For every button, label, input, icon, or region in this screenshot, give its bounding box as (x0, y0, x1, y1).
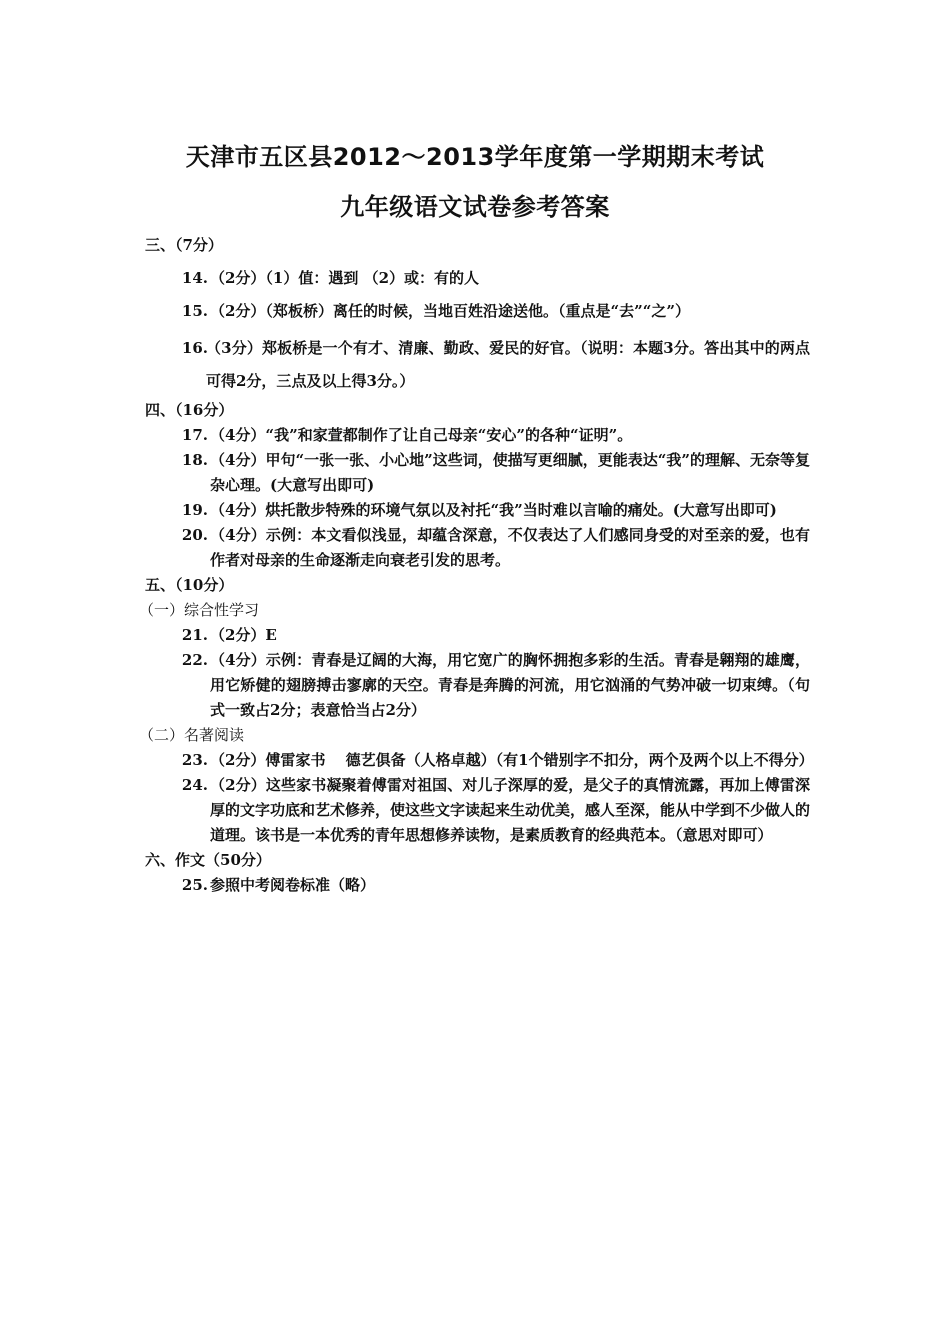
page-title: 天津市五区县2012～2013学年度第一学期期末考试 (185, 143, 765, 171)
answer-item-18 (145, 448, 810, 498)
answer-item-23 (145, 748, 814, 773)
question-number: 20. (181, 526, 208, 544)
question-number: 16. (181, 339, 208, 357)
answer-text: （4分）烘托散步特殊的环境气氛以及衬托“我”当时难以言喻的痛处。(大意写出即可) (210, 501, 777, 519)
answer-text: （4分）示例：青春是辽阔的大海，用它宽广的胸怀拥抱多彩的生活。青春是翱翔的雄鹰，用它矫健的翅膀搏击寥廓的天空。青春是奔腾的河流，用它汹涌的气势冲破一切束缚。（句式一致占2分；表意恰当占2分） (210, 651, 810, 719)
answer-item-17 (145, 423, 810, 448)
answer-text: （2分）（1）值：遇到 （2）或：有的人 (210, 269, 480, 287)
question-number: 17. (181, 426, 208, 444)
answer-item-15 (145, 299, 810, 324)
answer-text: （2分）傅雷家书 德艺俱备（人格卓越）（有1个错别字不扣分，两个及两个以上不得分） (210, 751, 814, 769)
answer-text: （3分）郑板桥是一个有才、清廉、勤政、爱民的好官。（说明：本题3分。答出其中的两点可得2分，三点及以上得3分。） (206, 339, 810, 390)
answer-content (139, 233, 814, 898)
answer-item-24 (145, 773, 810, 848)
subsection-heading-1: （一）综合性学习 (139, 601, 260, 619)
question-number: 18. (181, 451, 208, 469)
question-number: 22. (181, 651, 208, 669)
answer-text: 参照中考阅卷标准（略） (210, 876, 376, 894)
page-subtitle: 九年级语文试卷参考答案 (340, 193, 610, 221)
answer-text: （4分）甲句“一张一张、小心地”这些词，使描写更细腻，更能表达“我”的理解、无奈等复杂心理。(大意写出即可) (210, 451, 810, 494)
answer-item-19 (145, 498, 810, 523)
section-heading-5: 五、（10分） (145, 576, 234, 594)
answer-text: （4分）“我”和家萱都制作了让自己母亲“安心”的各种“证明”。 (210, 426, 633, 444)
answer-item-25 (145, 873, 810, 898)
section-heading-4: 四、（16分） (145, 401, 234, 419)
answer-text: （4分）示例：本文看似浅显，却蕴含深意，不仅表达了人们感同身受的对至亲的爱，也有作者对母亲的生命逐渐走向衰老引发的思考。 (210, 526, 810, 569)
answer-item-20 (145, 523, 810, 573)
question-number: 21. (181, 626, 208, 644)
subsection-heading-2: （二）名著阅读 (139, 726, 245, 744)
answer-text: （2分）这些家书凝聚着傅雷对祖国、对儿子深厚的爱，是父子的真情流露，再加上傅雷深厚的文字功底和艺术修养，使这些文字读起来生动优美，感人至深，能从中学到不少做人的道理。该书是一本优秀的青年思想修养读物，是素质教育的经典范本。（意思对即可） (210, 776, 811, 844)
answer-item-16 (145, 332, 810, 398)
answer-text: （2分）E (210, 626, 277, 644)
question-number: 25. (181, 876, 208, 894)
question-number: 23. (181, 751, 208, 769)
answer-item-22 (145, 648, 810, 723)
question-number: 24. (181, 776, 208, 794)
answer-text: （2分）（郑板桥）离任的时候，当地百姓沿途送他。（重点是“去”“之”） (210, 302, 690, 320)
question-number: 15. (181, 302, 208, 320)
section-heading-6: 六、作文（50分） (145, 851, 271, 869)
section-heading-3: 三、（7分） (145, 236, 223, 254)
question-number: 14. (181, 269, 208, 287)
answer-item-21 (145, 623, 810, 648)
answer-item-14 (145, 266, 810, 291)
question-number: 19. (181, 501, 208, 519)
